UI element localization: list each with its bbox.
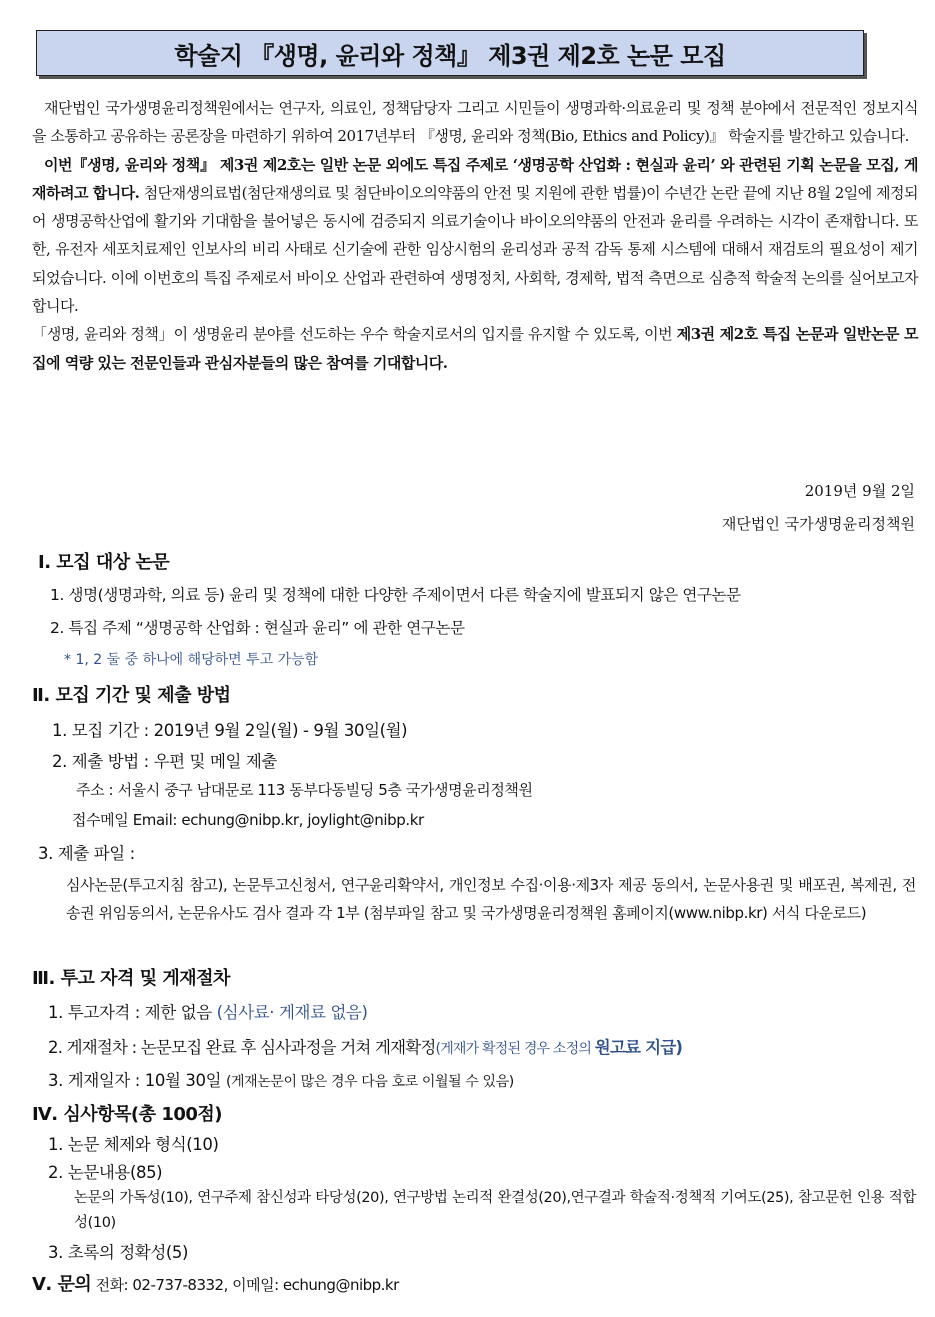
section-5 xyxy=(32,1270,399,1296)
section-2-heading: Ⅱ. 모집 기간 및 제출 방법 xyxy=(32,685,231,706)
intro-p2-bold: 이번『생명, 윤리와 정책』 제3권 제2호는 일반 논문 외에도 특집 주제로 ‘생명공학 산업화 : 현실과 윤리’ 와 관련된 기획 논문을 모집, 게재하려고 합니다. xyxy=(32,155,918,202)
section-3-item-2 xyxy=(48,1034,682,1058)
section-1-item-1: 1. 생명(생명과학, 의료 등) 윤리 및 정책에 대한 다양한 주제이면서 다른 학술지에 발표되지 않은 연구논문 xyxy=(50,586,741,604)
submission-files: 심사논문(투고지침 참고), 논문투고신청서, 연구윤리확약서, 개인정보 수집·이용·제3자 제공 동의서, 논문사용권 및 배포권, 복제권, 전송권 위임동의서, 논문유사도 검사 결과 각 1부 (첨부파일 참고 및 국가생명윤리정책원 홈페이지(www.nibp.kr) 서식 다운로드) xyxy=(66,876,916,922)
section-4-item-3: 3. 초록의 정확성(5) xyxy=(48,1243,189,1262)
publish-date-text: 3. 게재일자 : 10월 30일 xyxy=(48,1071,226,1090)
section-4-item-2: 2. 논문내용(85) xyxy=(48,1163,163,1182)
intro-paragraph-1: 재단법인 국가생명윤리정책원에서는 연구자, 의료인, 정책담당자 그리고 시민들이 생명과학·의료윤리 및 정책 분야에서 전문적인 정보지식을 소통하고 공유하는 공론장을 마련하기 위하여 2017년부터 『생명, 윤리와 정책(Bio, Ethics and Policy)』 학술지를 발간하고 있습니다. xyxy=(32,99,918,146)
section-3-heading: Ⅲ. 투고 자격 및 게재절차 xyxy=(32,968,230,989)
intro-text xyxy=(32,94,918,377)
intro-paragraph-2 xyxy=(32,151,918,321)
signature-block xyxy=(722,475,915,541)
publish-date-note: (게재논문이 많은 경우 다음 호로 이월될 수 있음) xyxy=(225,1074,514,1090)
section-4-heading: Ⅳ. 심사항목(총 100점) xyxy=(32,1104,223,1125)
process-text: 2. 게재절차 : 논문모집 완료 후 심사과정을 거쳐 게재확정 xyxy=(48,1038,436,1057)
section-4-item-1: 1. 논문 체제와 형식(10) xyxy=(48,1135,219,1154)
section-1-item-2: 2. 특집 주제 “생명공학 산업화 : 현실과 윤리” 에 관한 연구논문 xyxy=(50,619,465,637)
page-title: 학술지 『생명, 윤리와 정책』 제3권 제2호 논문 모집 xyxy=(174,41,726,70)
title-banner xyxy=(36,30,864,76)
submission-email: 접수메일 Email: echung@nibp.kr, joylight@nibp.kr xyxy=(72,811,424,829)
section-1-heading: Ⅰ. 모집 대상 논문 xyxy=(38,552,170,573)
intro-p3-rest: 「생명, 윤리와 정책」이 생명윤리 분야를 선도하는 우수 학술지로서의 입지를 유지할 수 있도록, 이번 xyxy=(32,325,677,344)
process-fee-note: 원고료 지급) xyxy=(594,1038,683,1057)
section-3-item-3 xyxy=(48,1067,514,1091)
evaluation-criteria: 논문의 가독성(10), 연구주제 참신성과 타당성(20), 연구방법 논리적 완결성(20),연구결과 학술적·정책적 기여도(25), 참고문헌 인용 적합성(10) xyxy=(74,1190,916,1231)
contact-info: 전화: 02-737-8332, 이메일: echung@nibp.kr xyxy=(91,1276,399,1294)
section-2-item-1: 1. 모집 기간 : 2019년 9월 2일(월) - 9월 30일(월) xyxy=(52,721,408,740)
section-3-item-1 xyxy=(48,999,368,1023)
intro-p3-bold: 제3권 제2호 특집 논문과 일반논문 모집에 역량 있는 전문인들과 관심자분들의 많은 참여를 기대합니다. xyxy=(32,325,918,372)
eligibility-fee-note: (심사료· 게재료 없음) xyxy=(216,1003,368,1022)
section-5-heading: Ⅴ. 문의 xyxy=(32,1274,92,1295)
eligibility-text: 1. 투고자격 : 제한 없음 xyxy=(48,1003,217,1022)
issue-date: 2019년 9월 2일 xyxy=(804,482,915,500)
submission-address: 주소 : 서울시 중구 남대문로 113 동부다동빌딩 5층 국가생명윤리정책원 xyxy=(76,781,533,799)
intro-paragraph-3 xyxy=(32,320,918,377)
process-note: (게재가 확정된 경우 소정의 xyxy=(435,1041,595,1057)
section-1-note: * 1, 2 둘 중 하나에 해당하면 투고 가능함 xyxy=(64,652,319,668)
section-2-item-3: 3. 제출 파일 : xyxy=(38,844,135,863)
section-2-item-2: 2. 제출 방법 : 우편 및 메일 제출 xyxy=(52,752,277,771)
intro-p2-rest: 첨단재생의료법(첨단재생의료 및 첨단바이오의약품의 안전 및 지원에 관한 법률)이 수년간 논란 끝에 지난 8월 2일에 제정되어 생명공학산업에 활기와 기대함을 불어넣은 동시에 검증되지 의료기술이나 바이오의약품의 안전과 윤리를 우려하는 시각이 존재합니다. 또한, 유전자 세포치료제인 인보사의 비리 사태로 신기술에 관한 임상시험의 윤리성과 공적 감독 통제 시스템에 대해서 재검토의 필요성이 제기되었습니다. 이에 이번호의 특집 주제로서 바이오 산업과 관련하여 생명정치, 사회학, 경제학, 법적 측면으로 심층적 학술적 논의를 실어보고자 합니다. xyxy=(32,183,918,316)
organization-name: 재단법인 국가생명윤리정책원 xyxy=(721,515,915,533)
